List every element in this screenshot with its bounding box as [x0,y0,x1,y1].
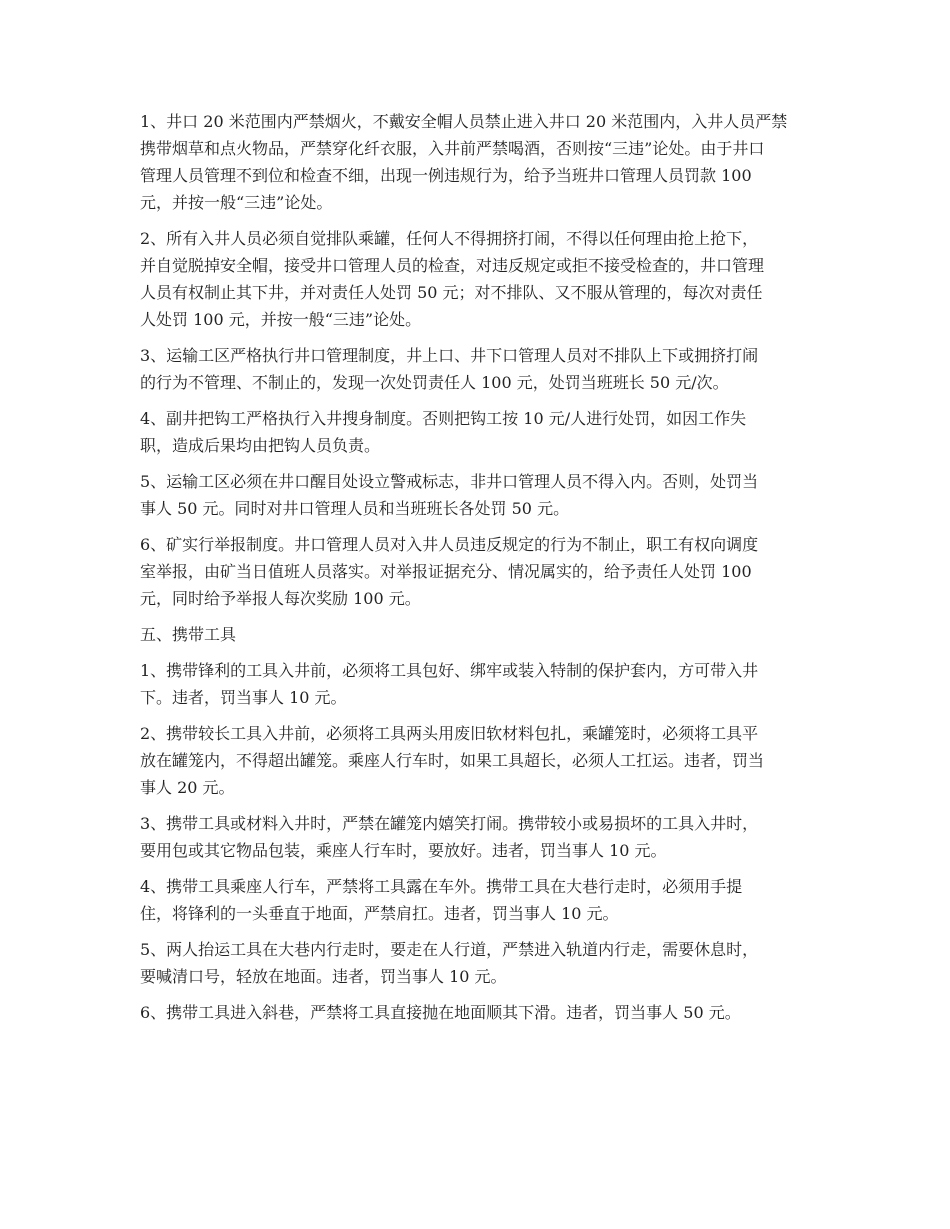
rule-paragraph-a5 [140,468,815,522]
text-line: 2、携带较长工具入井前，必须将工具两头用废旧软材料包扎，乘罐笼时，必须将工具平 [140,724,759,743]
text-line: 室举报，由矿当日值班人员落实。对举报证据充分、情况属实的，给予责任人处罚 100 [140,562,752,581]
text-line: 下。违者，罚当事人 10 元。 [140,688,347,707]
text-line: 4、携带工具乘座人行车，严禁将工具露在车外。携带工具在大巷行走时，必须用手提 [140,877,743,896]
rule-paragraph-b2 [140,720,815,801]
text-line: 元，同时给予举报人每次奖励 100 元。 [140,589,421,608]
text-line: 要喊清口号，轻放在地面。违者，罚当事人 10 元。 [140,967,507,986]
text-line: 1、井口 20 米范围内严禁烟火，不戴安全帽人员禁止进入井口 20 米范围内，入井人员严禁 [140,112,788,131]
rule-paragraph-a6 [140,531,815,612]
rule-paragraph-a2 [140,225,815,333]
text-line: 1、携带锋利的工具入井前，必须将工具包好、绑牢或装入特制的保护套内，方可带入井 [140,661,759,680]
text-line: 6、携带工具进入斜巷，严禁将工具直接抛在地面顺其下滑。违者，罚当事人 50 元。 [140,1003,741,1022]
rule-paragraph-a4 [140,405,815,459]
text-line: 元，并按一般“三违”论处。 [140,193,333,212]
text-line: 3、携带工具或材料入井时，严禁在罐笼内嬉笑打闹。携带较小或易损坏的工具入井时， [140,814,759,833]
text-line: 要用包或其它物品包装，乘座人行车时，要放好。违者，罚当事人 10 元。 [140,841,667,860]
text-line: 并自觉脱掉安全帽，接受井口管理人员的检查，对违反规定或拒不接受检查的，井口管理 [140,256,765,275]
text-line: 职，造成后果均由把钩人员负责。 [140,436,381,455]
section-heading: 五、携带工具 [140,625,237,644]
rule-paragraph-a3 [140,342,815,396]
rule-paragraph-b4 [140,873,815,927]
text-line: 2、所有入井人员必须自觉排队乘罐，任何人不得拥挤打闹，不得以任何理由抢上抢下， [140,229,759,248]
rule-paragraph-b6 [140,999,815,1026]
text-line: 5、两人抬运工具在大巷内行走时，要走在人行道，严禁进入轨道内行走，需要休息时， [140,940,759,959]
text-line: 3、运输工区严格执行井口管理制度，井上口、井下口管理人员对不排队上下或拥挤打闹 [140,346,759,365]
text-line: 的行为不管理、不制止的，发现一次处罚责任人 100 元，处罚当班班长 50 元/次。 [140,373,729,392]
text-line: 事人 20 元。 [140,778,235,797]
document-body [140,108,815,1035]
rule-paragraph-a1 [140,108,815,216]
text-line: 事人 50 元。同时对井口管理人员和当班班长各处罚 50 元。 [140,499,570,518]
rule-paragraph-b3 [140,810,815,864]
text-line: 6、矿实行举报制度。井口管理人员对入井人员违反规定的行为不制止，职工有权向调度 [140,535,759,554]
text-line: 住，将锋利的一头垂直于地面，严禁肩扛。违者，罚当事人 10 元。 [140,904,619,923]
text-line: 4、副井把钩工严格执行入井搜身制度。否则把钩工按 10 元/人进行处罚，如因工作失 [140,409,747,428]
text-line: 人处罚 100 元，并按一般“三违”论处。 [140,310,422,329]
rule-paragraph-b1 [140,657,815,711]
text-line: 放在罐笼内，不得超出罐笼。乘座人行车时，如果工具超长，必须人工扛运。违者，罚当 [140,751,765,770]
text-line: 5、运输工区必须在井口醒目处设立警戒标志，非井口管理人员不得入内。否则，处罚当 [140,472,759,491]
text-line: 人员有权制止其下井，并对责任人处罚 50 元；对不排队、又不服从管理的，每次对责任 [140,283,763,302]
text-line: 携带烟草和点火物品，严禁穿化纤衣服，入井前严禁喝酒，否则按“三违”论处。由于井口 [140,139,765,158]
rule-paragraph-b5 [140,936,815,990]
text-line: 管理人员管理不到位和检查不细，出现一例违规行为，给予当班井口管理人员罚款 100 [140,166,752,185]
